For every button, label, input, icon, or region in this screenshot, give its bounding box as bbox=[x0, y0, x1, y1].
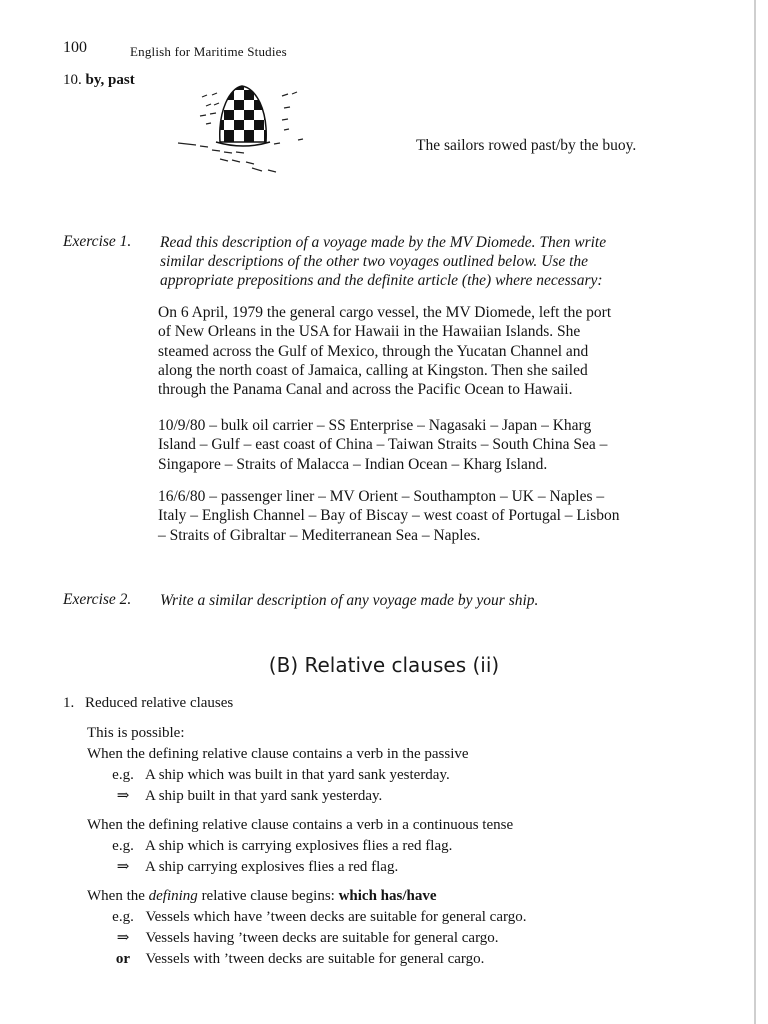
buoy-illustration bbox=[172, 80, 322, 175]
or-label: or bbox=[115, 951, 131, 967]
voyage-line: Singapore – Straits of Malacca – Indian Ocean – Kharg Island. bbox=[158, 455, 548, 473]
diomede-description bbox=[158, 303, 732, 399]
result-text: Vessels having ’tween decks are suitable for general cargo. bbox=[145, 930, 499, 946]
page-number: 100 bbox=[63, 39, 87, 56]
eg-label: e.g. bbox=[112, 838, 134, 854]
result-text: A ship carrying explosives flies a red flag. bbox=[144, 859, 399, 875]
eg-label: e.g. bbox=[112, 767, 134, 783]
result-text: A ship built in that yard sank yesterday. bbox=[144, 788, 383, 804]
item-1-title: Reduced relative clauses bbox=[85, 695, 234, 711]
implies-arrow-icon: ⇒ bbox=[116, 930, 130, 946]
alternative-text: Vessels with ’tween decks are suitable for general cargo. bbox=[145, 951, 485, 967]
exercise-2-instruction: Write a similar description of any voyage made by your ship. bbox=[160, 592, 539, 609]
intro-text: This is possible: bbox=[87, 725, 185, 741]
description-line: steamed across the Gulf of Mexico, through the Yucatan Channel and bbox=[158, 342, 589, 360]
description-line: On 6 April, 1979 the general cargo vessel, the MV Diomede, left the port bbox=[158, 304, 612, 321]
orient-voyage bbox=[158, 487, 732, 545]
page-edge-shadow bbox=[754, 0, 756, 1024]
rule-2-example bbox=[104, 837, 452, 856]
item-10-words: by, past bbox=[85, 72, 135, 88]
instruction-line: Read this description of a voyage made by the MV Diomede. Then write bbox=[160, 234, 607, 251]
voyage-line: 10/9/80 – bulk oil carrier – SS Enterprise – Nagasaki – Japan – Kharg bbox=[158, 417, 592, 434]
voyage-line: 16/6/80 – passenger liner – MV Orient – Southampton – UK – Naples – bbox=[158, 488, 605, 505]
exercise-1-label: Exercise 1. bbox=[63, 233, 132, 250]
voyage-line: – Straits of Gibraltar – Mediterranean Sea – Naples. bbox=[158, 526, 481, 544]
rule-3-result bbox=[104, 929, 499, 948]
rule-1: When the defining relative clause contains a verb in the passive bbox=[87, 746, 469, 762]
implies-arrow-icon: ⇒ bbox=[116, 859, 130, 875]
example-text: Vessels which have ’tween decks are suitable for general cargo. bbox=[145, 909, 527, 925]
rule-3-text: When the bbox=[87, 888, 149, 904]
rule-3-text: relative clause begins: bbox=[197, 888, 339, 904]
example-text: A ship which was built in that yard sank yesterday. bbox=[144, 767, 450, 783]
rule-1-example bbox=[104, 766, 450, 785]
example-text: A ship which is carrying explosives flies a red flag. bbox=[144, 838, 453, 854]
rule-2: When the defining relative clause contains a verb in a continuous tense bbox=[87, 817, 514, 833]
rule-3-example bbox=[104, 908, 526, 927]
voyage-line: Italy – English Channel – Bay of Biscay – west coast of Portugal – Lisbon bbox=[158, 507, 620, 525]
description-line: along the north coast of Jamaica, calling at Kingston. Then she sailed bbox=[158, 361, 588, 379]
instruction-line: similar descriptions of the other two voyages outlined below. Use the bbox=[160, 253, 589, 270]
description-line: of New Orleans in the USA for Hawaii in the Hawaiian Islands. She bbox=[158, 323, 581, 341]
rule-3-alternative bbox=[104, 950, 484, 969]
exercise-2-label: Exercise 2. bbox=[63, 591, 132, 608]
description-line: through the Panama Canal and across the Pacific Ocean to Hawaii. bbox=[158, 381, 573, 399]
rule-3-bold: which has/have bbox=[338, 888, 437, 904]
enterprise-voyage bbox=[158, 416, 732, 474]
section-b-title: (B) Relative clauses (ii) bbox=[268, 653, 500, 677]
rule-3-emphasis: defining bbox=[148, 888, 198, 904]
implies-arrow-icon: ⇒ bbox=[116, 788, 130, 804]
book-title: English for Maritime Studies bbox=[130, 44, 287, 59]
instruction-line: appropriate prepositions and the definite article (the) where necessary: bbox=[160, 272, 603, 289]
rule-2-result bbox=[104, 858, 398, 877]
rule-1-result bbox=[104, 787, 382, 806]
exercise-1-instruction bbox=[160, 233, 732, 290]
eg-label: e.g. bbox=[112, 909, 134, 925]
item-10-number: 10. bbox=[63, 72, 82, 88]
buoy-caption: The sailors rowed past/by the buoy. bbox=[416, 137, 637, 154]
item-10-heading bbox=[63, 72, 135, 89]
rule-3 bbox=[87, 887, 437, 906]
voyage-line: Island – Gulf – east coast of China – Taiwan Straits – South China Sea – bbox=[158, 436, 608, 454]
item-1-number: 1. bbox=[63, 695, 75, 711]
